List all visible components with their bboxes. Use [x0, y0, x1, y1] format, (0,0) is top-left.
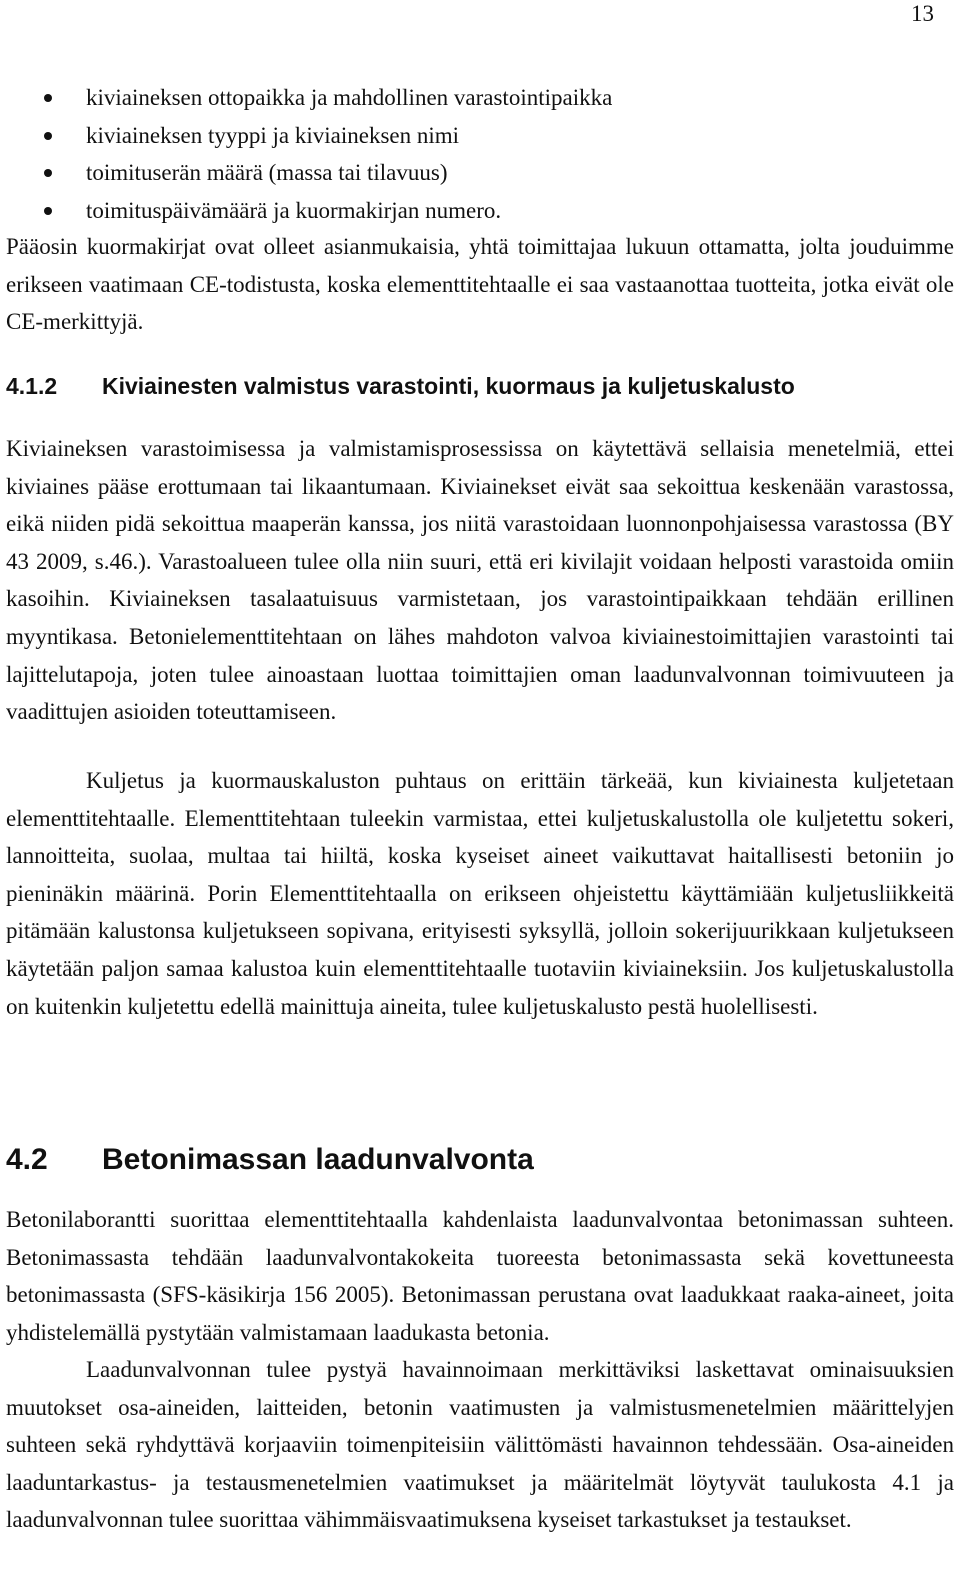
page-number: 13 [911, 1, 934, 26]
bullet-item [0, 79, 960, 117]
bullet-icon [44, 94, 52, 102]
paragraph-concrete-qc: Betonilaborantti suorittaa elementtitehtaalla kahdenlaista laadunvalvontaa betonimassan suhteen. Betonimassasta tehdään laadunvalvontakokeita tuoreesta betonimassasta sekä kovettuneesta betonimassasta (SFS-käsikirja 156 2005). Betonimassan perustana ovat laadukkaat raaka-aineet, joita yhdistelemällä pystytään valmistamaan laadukasta betonia. [6, 1207, 954, 1345]
bullet-item [0, 154, 960, 192]
section-number: 4.1.2 [6, 373, 58, 399]
section-heading-4-2 [6, 1138, 534, 1182]
paragraph-qc-requirements: Laadunvalvonnan tulee pystyä havainnoimaan merkittäviksi laskettavat ominaisuuksien muutokset osa-aineiden, laitteiden, betonin vaatimusten ja valmistusmenetelmien määrittelyjen suhteen sekä ryhdyttävä korjaaviin toimenpiteisiin välittömästi havainnon tehdessään. Osa-aineiden laaduntarkastus- ja testausmenetelmien vaatimukset ja määritelmät löytyvät taulukosta 4.1 ja laadunvalvonnan tulee suorittaa vähimmäisvaatimuksena kyseiset tarkastukset ja testaukset. [6, 1357, 954, 1533]
section-number: 4.2 [6, 1143, 48, 1176]
bullet-icon [44, 132, 52, 140]
bullet-text: toimituspäivämäärä ja kuormakirjan numero. [86, 197, 502, 223]
bullet-icon [44, 207, 52, 215]
section-heading-4-1-2 [6, 366, 795, 406]
paragraph-delivery-notes: Pääosin kuormakirjat ovat olleet asianmukaisia, yhtä toimittajaa lukuun ottamatta, jolta jouduimme erikseen vaatimaan CE-todistusta, koska elementtitehtaalle ei saa vastaanottaa tuotteita, jotka eivät ole CE-merkittyjä. [6, 234, 954, 335]
bullet-item [0, 192, 960, 230]
paragraph-storage: Kiviaineksen varastoimisessa ja valmistamisprosessissa on käytettävä sellaisia menetelmiä, ettei kiviaines pääse erottumaan tai likaantumaan. Kiviainekset eivät saa sekoittua keskenään varastossa, eikä niiden pidä sekoittua maaperän kanssa, jos niitä varastoidaan luonnonpohjaisessa varastossa (BY 43 2009, s.46.). Varastoalueen tulee olla niin suuri, että eri kivilajit voidaan helposti varastoida omiin kasoihin. Kiviaineksen tasalaatuisuus varmistetaan, jos varastointipaikkaan tehdään erillinen myyntikasa. Betonielementtitehtaan on lähes mahdoton valvoa kiviainestoimittajien varastointi tai lajittelutapoja, joten tulee ainoastaan luottaa toimittajien oman laadunvalvonnan toimivuuteen ja vaadittujen asioiden toteuttamiseen. [6, 436, 954, 725]
bullet-text: toimituserän määrä (massa tai tilavuus) [86, 160, 448, 185]
paragraph-transport: Kuljetus ja kuormauskaluston puhtaus on erittäin tärkeää, kun kiviainesta kuljetetaan elementtitehtaalle. Elementtitehtaan tuleekin varmistaa, ettei kuljetuskalustolla ole kuljetettu sokeri, lannoitteita, suolaa, multaa tai hiiltä, koska kyseiset aineet vaikuttavat haitallisesti betoniin jo pieninäkin määrinä. Porin Elementtitehtaalla on erikseen ohjeistettu käyttämiään kuljetusliikkeitä pitämään kalustonsa kuljetukseen sopivana, erityisesti syksyllä, jolloin sokerijuurikkaan kuljetukseen käytetään paljon samaa kalustoa kuin elementtitehtaalle tuotaviin kiviaineksiin. Jos kuljetuskalustolla on kuitenkin kuljetettu edellä mainittuja aineita, tulee kuljetuskalusto pestä huolellisesti. [6, 768, 954, 1019]
bullet-text: kiviaineksen tyyppi ja kiviaineksen nimi [86, 122, 460, 148]
bullet-list [0, 79, 960, 229]
bullet-item [0, 117, 960, 155]
section-title: Kiviainesten valmistus varastointi, kuormaus ja kuljetuskalusto [102, 373, 795, 399]
bullet-icon [44, 169, 52, 177]
section-title: Betonimassan laadunvalvonta [102, 1143, 534, 1176]
bullet-text: kiviaineksen ottopaikka ja mahdollinen varastointipaikka [86, 85, 613, 110]
